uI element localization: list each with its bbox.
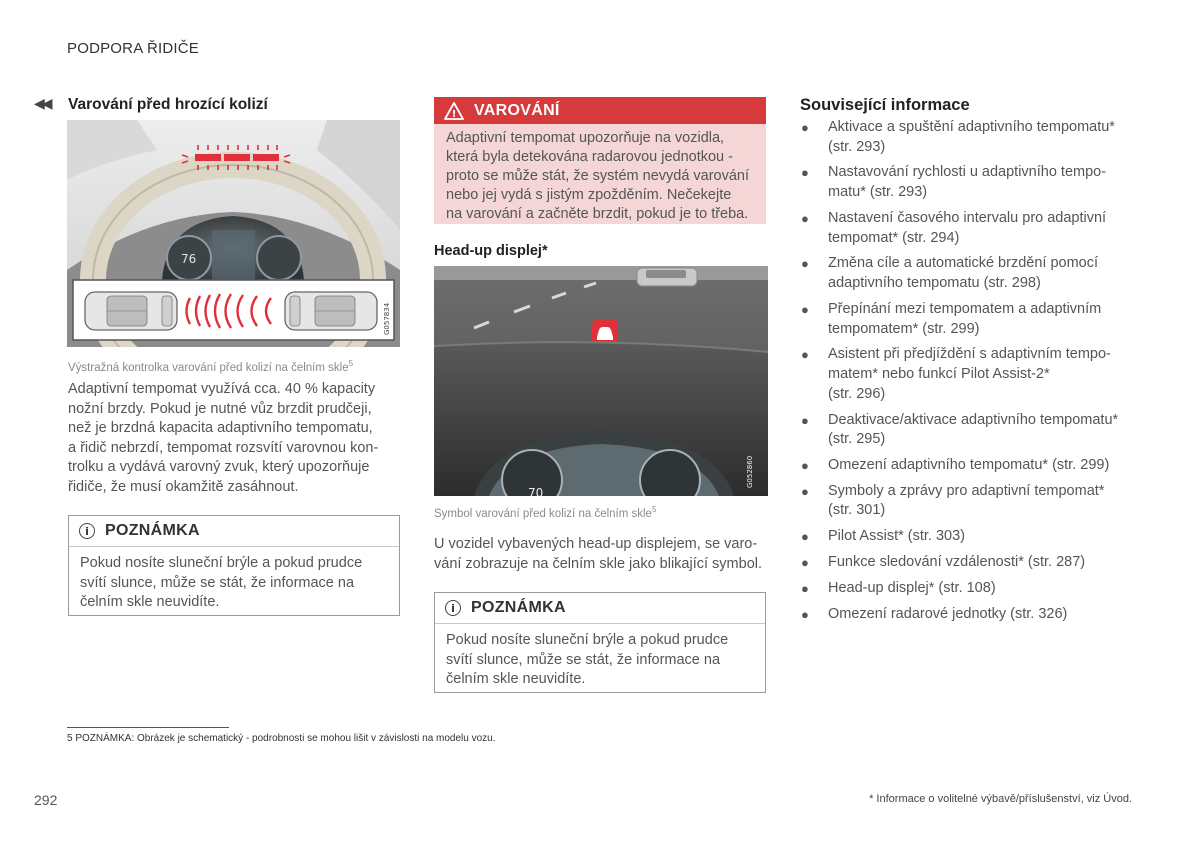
text-line: než je brzdná kapacita adaptivního tempomatu,: [68, 420, 373, 437]
related-link[interactable]: [800, 163, 1140, 202]
related-link[interactable]: [800, 209, 1140, 248]
link-text[interactable]: Omezení adaptivního tempomatu* (str. 299): [828, 456, 1110, 473]
link-text[interactable]: (str. 293): [828, 138, 886, 155]
note-header: [69, 516, 399, 547]
warning-box: [434, 97, 766, 224]
link-text[interactable]: (str. 295): [828, 431, 886, 448]
link-text[interactable]: Pilot Assist* (str. 303): [828, 528, 965, 545]
link-text[interactable]: (str. 301): [828, 502, 886, 519]
bullet-icon: ●: [801, 256, 809, 272]
link-text[interactable]: matu* (str. 293): [828, 184, 928, 201]
text-line: proto se může stát, že systém nevydá varování: [446, 168, 750, 184]
footnote: 5 POZNÁMKA: Obrázek je schematický - podrobnosti se mohou lišit v závislosti na modelu vozu.: [67, 733, 496, 744]
text-line: na varování a začněte brzdit, pokud je to třeba.: [446, 206, 749, 222]
warning-glyph: !: [451, 108, 457, 120]
bullet-icon: ●: [801, 555, 809, 571]
figure-caption: [434, 503, 656, 521]
link-text[interactable]: Deaktivace/aktivace adaptivního tempomatu*: [828, 411, 1119, 428]
note-title: POZNÁMKA: [105, 522, 200, 539]
page-number: 292: [34, 792, 58, 808]
caption-footnote-ref[interactable]: 5: [651, 505, 657, 514]
warning-title: VAROVÁNÍ: [474, 101, 560, 119]
text-line: Adaptivní tempomat upozorňuje na vozidla,: [446, 130, 725, 146]
body-paragraph: [68, 380, 398, 498]
warning-triangle-icon: [444, 102, 464, 120]
text-line: Adaptivní tempomat využívá cca. 40 % kapacity: [68, 381, 376, 397]
link-text[interactable]: matem* nebo funkcí Pilot Assist-2*: [828, 366, 1050, 383]
bullet-icon: ●: [801, 210, 809, 226]
radar-inset-panel: [73, 280, 394, 340]
related-links-list: [800, 118, 1140, 631]
link-text[interactable]: Nastavení časového intervalu pro adaptivní: [828, 209, 1107, 226]
bullet-icon: ●: [801, 347, 809, 363]
dashboard-illustration: [67, 120, 400, 347]
related-link[interactable]: [800, 254, 1140, 293]
bullet-icon: ●: [801, 301, 809, 317]
warning-header: [434, 97, 766, 124]
hud-illustration: [434, 266, 768, 496]
related-link[interactable]: [800, 300, 1140, 339]
link-text[interactable]: Omezení radarové jednotky (str. 326): [828, 606, 1068, 623]
related-link[interactable]: [800, 579, 1140, 599]
speed-readout: 76: [181, 252, 197, 266]
back-arrows-icon[interactable]: ◀◀: [34, 95, 50, 111]
link-text[interactable]: Změna cíle a automatické brzdění pomocí: [828, 255, 1098, 272]
link-text[interactable]: (str. 296): [828, 385, 886, 402]
collision-warning-hud-icon: [592, 319, 618, 345]
link-text[interactable]: Asistent při předjíždění s adaptivním tempo-: [828, 346, 1111, 363]
text-line: čelním skle neuvidíte.: [446, 671, 586, 688]
related-link[interactable]: [800, 411, 1140, 450]
footnote-divider: [67, 727, 229, 728]
text-line: Pokud nosíte sluneční brýle a pokud prudce: [80, 555, 363, 571]
bullet-icon: ●: [801, 412, 809, 428]
body-paragraph: [434, 535, 768, 574]
collision-warning-illustration: [67, 120, 400, 347]
info-icon: i: [445, 600, 461, 616]
note-body: [69, 547, 399, 621]
link-text[interactable]: tempomat* (str. 294): [828, 229, 960, 246]
related-link[interactable]: [800, 345, 1140, 404]
car-ahead-icon: [285, 292, 377, 330]
note-box: [68, 515, 400, 616]
text-line: nebo jej vydá s jistým zpožděním. Nečekejte: [446, 187, 732, 203]
section-title: Varování před hrozící kolizí: [68, 96, 268, 113]
text-line: řidiče, že musí okamžitě zasáhnout.: [68, 478, 299, 495]
subsection-title: Head-up displej*: [434, 243, 548, 259]
link-text[interactable]: Nastavování rychlosti u adaptivního tempo-: [828, 164, 1107, 181]
figure-code: G057834: [383, 302, 391, 335]
bullet-icon: ●: [801, 120, 809, 135]
related-link[interactable]: [800, 527, 1140, 547]
link-text[interactable]: Funkce sledování vzdálenosti* (str. 287): [828, 554, 1086, 571]
text-line: a řidič nebrzdí, tempomat rozsvítí varovnou kon-: [68, 439, 379, 456]
link-text[interactable]: tempomatem* (str. 299): [828, 320, 980, 337]
warning-body: [434, 124, 766, 233]
bullet-icon: ●: [801, 457, 809, 473]
bullet-icon: ●: [801, 165, 809, 181]
figure-code: G052860: [746, 455, 754, 488]
note-header: [435, 593, 765, 624]
text-line: U vozidel vybavených head-up displejem, se varo-: [434, 536, 758, 552]
own-car-icon: [85, 292, 177, 330]
text-line: svítí slunce, může se stát, že informace na: [80, 574, 355, 591]
bullet-icon: ●: [801, 529, 809, 545]
related-link[interactable]: [800, 118, 1140, 157]
vehicle-ahead-icon: [637, 268, 697, 286]
caption-text: Výstražná kontrolka varování před kolizí na čelním skle: [68, 361, 349, 374]
link-text[interactable]: Přepínání mezi tempomatem a adaptivním: [828, 300, 1102, 317]
note-box: [434, 592, 766, 693]
text-line: čelním skle neuvidíte.: [80, 594, 220, 611]
note-body: [435, 624, 765, 698]
related-link[interactable]: [800, 482, 1140, 521]
page-header: PODPORA ŘIDIČE: [67, 40, 199, 57]
related-link[interactable]: [800, 456, 1140, 476]
caption-footnote-ref[interactable]: 5: [348, 359, 354, 368]
text-line: Pokud nosíte sluneční brýle a pokud prudce: [446, 632, 729, 648]
bullet-icon: ●: [801, 607, 809, 623]
link-text[interactable]: Head-up displej* (str. 108): [828, 580, 996, 597]
related-link[interactable]: [800, 553, 1140, 573]
text-line: vání zobrazuje na čelním skle jako blikající symbol.: [434, 555, 763, 572]
text-line: nožní brzdy. Pokud je nutné vůz brzdit prudčeji,: [68, 400, 372, 417]
text-line: trolku a vydává varovný zvuk, který upozorňuje: [68, 459, 370, 476]
figure-caption: [68, 357, 353, 375]
bullet-icon: ●: [801, 581, 809, 597]
note-title: POZNÁMKA: [471, 599, 566, 616]
text-line: která byla detekována radarovou jednotkou -: [446, 149, 733, 165]
related-info-title: Související informace: [800, 96, 970, 114]
speed-readout: 70: [528, 486, 544, 496]
text-line: svítí slunce, může se stát, že informace na: [446, 651, 721, 668]
footer-note: * Informace o volitelné výbavě/příslušenství, viz Úvod.: [869, 793, 1132, 805]
link-text[interactable]: Symboly a zprávy pro adaptivní tempomat*: [828, 482, 1105, 499]
info-icon: i: [79, 523, 95, 539]
link-text[interactable]: Aktivace a spuštění adaptivního tempomatu*: [828, 119, 1115, 135]
head-up-display-illustration: [434, 266, 768, 496]
bullet-icon: ●: [801, 483, 809, 499]
related-link[interactable]: [800, 605, 1140, 625]
link-text[interactable]: adaptivního tempomatu (str. 298): [828, 275, 1041, 292]
caption-text: Symbol varování před kolizí na čelním skle: [434, 507, 652, 520]
